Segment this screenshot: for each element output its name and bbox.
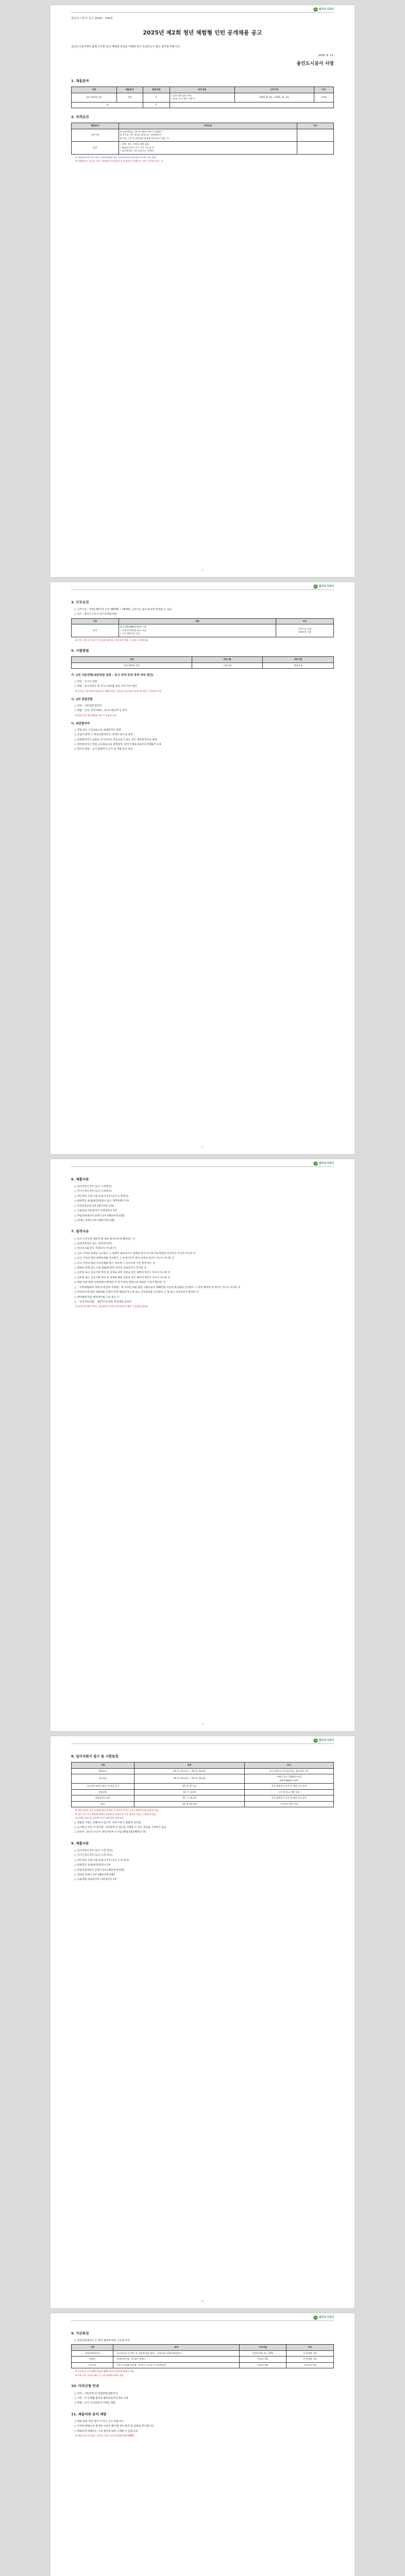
cell: 만점의 5% (239, 2357, 286, 2363)
cell: 3개월 (314, 93, 333, 102)
cell: 이메일 접수 (18:00 마감) recruit@yuc.co.kr (244, 1774, 333, 1784)
section-heading: 6. 제출서류 (71, 1177, 89, 1181)
col-header: 구분 (72, 657, 192, 663)
section-heading: 3. 근무조건 (71, 600, 89, 604)
cell: '25. 8. 25.(월) (134, 1801, 245, 1807)
cell: 시간 및 장소 개별 통보 (244, 1789, 333, 1795)
table-row (72, 663, 334, 669)
table-row (72, 1789, 334, 1795)
cell: ∙ 일반 행정 업무 보조 ∙ 현장, 부서 업무 지원 등 (170, 93, 235, 102)
page-number: - 4 - (200, 2299, 205, 2302)
cell: 면접시험 (263, 663, 334, 669)
document-title: 2025년 제2회 청년 체험형 인턴 공개채용 공고 (143, 29, 262, 36)
text-line: ○ 취업지원대상자 증명서 1부 (해당자에 한함) (74, 1869, 125, 1872)
text-line: ○ 방법 : 공사 인사담당자 이메일 제출 (74, 2402, 115, 2405)
intro-text: 용인도시공사에서 함께 근무할 청년 체험형 인턴을 아래와 같이 모집하오니 많은 참여를 바랍니다. (71, 45, 181, 48)
note: ※ 2개 이상 가산점 해당 시 가장 유리한 1개만 적용 (75, 2374, 124, 2377)
text-line: ○ 대상 : 응시자 전원 (74, 680, 97, 683)
text-line: ○ 입사지원서 1부 (공사 소정 양식) (74, 1849, 113, 1852)
text-line: ○ 「성폭력범죄의 처벌 등에 관한 특례법」에 규정된 죄를 범한 사람으로서 100만원 이상의 벌금형을 선고받고 그 형이 확정된 후 3년이 지나지 아니한 자 (74, 1286, 241, 1289)
cell: 2025. 8. 25.~ 2025. 11. 24. (235, 93, 314, 102)
table-row (72, 1768, 334, 1774)
exam-table (71, 656, 334, 669)
text-line: ○ 예비합격자는 면접 고득점순으로 결정하며, 합격자 발표일로부터 3개월간 유효 (74, 743, 162, 746)
page-header (313, 7, 334, 12)
org-name: 용인도시공사 (319, 1738, 334, 1742)
cell: 5 (143, 102, 170, 108)
page-4 (50, 1736, 355, 2308)
recruitment-table (71, 87, 334, 108)
cell: '25. 7. 3.(목) (134, 1789, 245, 1795)
section-heading: 5. 시험방법 (71, 649, 89, 653)
cell: 저소득층 (72, 2362, 113, 2368)
table-row (72, 102, 334, 108)
section-heading: 9. 제출서류 (71, 1841, 89, 1845)
table-row (72, 1795, 334, 1802)
col-header: 가산비율 (239, 2345, 286, 2351)
cell: 계 (72, 102, 143, 108)
cell: 각 단계별 적용 (286, 2357, 334, 2363)
bonus-table (71, 2344, 334, 2368)
note: ※ 공고일 기준 접수마감일까지 제출서류를 기준으로 심사하며 결격사유 확인 시 불합격 처리 (75, 689, 162, 692)
logo-icon (313, 2315, 318, 2320)
text-line: ○ 자기소개서 1부 (공사 소정 양식) (74, 1854, 113, 1857)
text-line: ○ 문의처 : 용인도시공사 경영지원부 인사팀 (031-323-4571~3) (74, 1831, 146, 1834)
note: ※ "취업준비생"이라 함은 고용보험법에 따른 피보험자격을 취득하지 아니한 자를 말함 (75, 156, 156, 159)
text-line: ○ 방법 : 입사지원서 및 자기소개서를 통한 적격 여부 판단 (74, 685, 137, 688)
text-line: ○ 취업지원대상자 증명서 1부 (해당자에 한함) (74, 1214, 125, 1217)
col-header: 구분 (72, 1762, 134, 1769)
signer: 용인도시공사 사장 (296, 61, 334, 67)
org-name: 용인도시공사 (319, 1161, 334, 1165)
cell: 근무부서 추후 안내 (244, 1801, 333, 1807)
cell: 임용 (72, 1801, 134, 1807)
cell: 「국민기초생활 보장법」에 따른 수급자 및 차상위계층 (113, 2362, 239, 2368)
col-header: 비고 (286, 2345, 334, 2351)
cell: 5 (143, 93, 170, 102)
section-heading: 10. 이의신청 안내 (71, 2384, 99, 2388)
cell: '25. 7. 10.(목) (134, 1795, 245, 1802)
text-line: ○ 채용 관련 부정 청탁 시 즉시 신고 바랍니다. (74, 2420, 124, 2423)
text-line: ○ 미성년자에 대한 성범죄를 저질러 파면·해임되거나 형 또는 치료감호를 선고받아 그 형 또는 치료감호가 확정된 자 (74, 1291, 199, 1294)
text-line: ○ 금고 이상의 실형을 선고받고 그 집행이 종료되거나 집행을 받지 아니하기로 확정된 후 5년이 지나지 아니한 자 (74, 1252, 196, 1255)
table-row (72, 1801, 334, 1807)
text-line: ○ 최종합격자가 임용을 포기하거나 결격사유가 있는 경우 예비합격자로 대체 (74, 738, 157, 741)
note: ※ 미취업자는 공고일 기준 고용보험 미가입자로서 일 8시간 주 40시간 이상 근무하지 않는 자 (75, 160, 163, 163)
text-line: ○ 공사 인사규정 제17조에 따른 결격사유에 해당하는 자 (74, 1238, 136, 1241)
cell (297, 142, 333, 155)
cell: 취업지원대상자 (72, 2350, 113, 2357)
cell: 서류전형 합격자 발표 및 면접 공고 (72, 1784, 134, 1790)
cell: 월 2,156,880원(세전) 기준 ∙ 식대 월 14만원 별도 지급 ∙ 기타 법정수당 지급 (119, 624, 276, 637)
org-name: 용인도시공사 (319, 7, 334, 11)
text-line: ○ 장애인 증명서 1부 (해당자에 한함) (74, 1874, 115, 1876)
text-line: ○ 채용비위 피해자는 구제 절차에 따라 구제될 수 있습니다. (74, 2430, 139, 2433)
note: ※ 채용비리 신고센터 : 용인도시공사 감사실 (031-323-4600) (75, 2434, 134, 2437)
text-line: ○ 대상 : 서류전형 합격자 (74, 704, 102, 707)
cell: 공사 홈페이지 공지 및 개별 문자 통보 (244, 1784, 333, 1790)
text-line: ○ 보수 : 용인도시공사 보수규정에 따름 (74, 613, 117, 616)
note: ※ 이메일 제목 및 파일명: [인턴지원]성명_생년월일 (75, 1817, 124, 1820)
cell: 일반 (116, 93, 143, 102)
text-line: ○ 공무원 또는 공공기관 재직 중 징계로 해임 처분을 받은 때부터 3년이 지나지 아니한 자 (74, 1276, 171, 1279)
text-line: ○ 주민등록초본 1부 (병역사항 포함) (74, 1205, 114, 1208)
page-2 (50, 582, 355, 1154)
org-name: 용인도시공사 (319, 584, 334, 588)
cell: 서류전형 적용 (286, 2362, 334, 2368)
subsection-heading: 나. 2차 면접전형 (71, 698, 93, 702)
col-header: 비고 (314, 87, 333, 93)
section-heading: 11. 채용비위 등의 예방 (71, 2412, 107, 2416)
org-name: 용인도시공사 (319, 2315, 334, 2319)
text-line: ○ 개인정보 수집·이용 동의서 1부 (공사 소정양식) (74, 1195, 129, 1198)
subsection-heading: 다. 최종합격자 (71, 722, 90, 726)
cell: '25. 6. 27.(금) (134, 1784, 245, 1790)
cell: 공통사항 (72, 129, 119, 142)
text-line: ○ 「공직자윤리법」 제17조에 따른 취업제한 대상자 (74, 1300, 131, 1303)
table-row (72, 142, 334, 155)
cell: 각 단계별 적용 (286, 2350, 334, 2357)
col-header: 비고 (276, 618, 334, 624)
text-line: ○ 최종학교 졸업(예정)증명서 1부 (74, 1864, 111, 1867)
page-3 (50, 1159, 355, 1731)
text-line: ○ 채용 비위 관련 유죄판결이 확정된 자 및 부정한 방법으로 채용된 사실이 확인된 자 (74, 1281, 165, 1284)
logo-icon (313, 1161, 318, 1166)
col-header: 대상 (113, 2345, 239, 2351)
table-row (72, 129, 334, 142)
col-header: 근무기간 (235, 87, 314, 93)
cell: 청년 체험형 인턴 (72, 93, 117, 102)
page-5 (50, 2313, 355, 2576)
text-line: ○ 응시원서 작성 시 학교명, 가족관계 등 개인을 식별할 수 있는 정보를 기재하지 않음 (74, 1826, 166, 1829)
col-header: 비고 (244, 1762, 333, 1769)
page-1 (50, 5, 355, 577)
logo-icon (313, 584, 318, 589)
page-header (313, 2315, 334, 2320)
table-row (72, 1784, 334, 1790)
text-line: ○ 개인정보 수집·이용 동의서 1부 (공사 소정 양식) (74, 1859, 129, 1862)
text-line: ○ 자기소개서 1부 (공사 소정양식) (74, 1190, 112, 1193)
cell: 서류전형 (192, 663, 263, 669)
note: ※ 결격사유 해당 여부는 최종합격자 결정 전 확인하며, 해당 시 합격을 취소함 (75, 1305, 148, 1308)
cell: 청년 체험형 인턴 (72, 663, 192, 669)
table-row (72, 2350, 334, 2357)
cell: 공사 홈페이지 및 잡알리오, 잡코리아 게시 (244, 1768, 333, 1774)
cell: 면접전형 (72, 1789, 134, 1795)
col-header: 직무내용 (170, 87, 235, 93)
cell: '25. 6. 16.(월) ~ '25. 6. 23.(월) (134, 1774, 245, 1784)
page-number: - 2 - (200, 1145, 205, 1148)
text-line: ○ 병역법에 따른 병역의무를 기피 중인 자 (74, 1296, 120, 1299)
col-header: 내용 (119, 618, 276, 624)
col-header: 구분 (72, 87, 117, 93)
col-header: 구분 (72, 618, 119, 624)
text-line: ○ 입사지원서 1부 (공사 소정양식) (74, 1185, 112, 1189)
cell: ∙ 학력, 전공, 자격증 제한 없음 ∙ 채용일로부터 즉시 근무 가능한 자 ∙ 임용예정일 기준 군필 또는 면제자 (119, 142, 297, 155)
page-header (313, 1738, 334, 1743)
col-header: 1차시험 (192, 657, 263, 663)
section-heading: 8. 입사지원서 접수 및 시험일정 (71, 1754, 119, 1758)
text-line: ○ 공무원 또는 공공기관 재직 중 징계로 파면 처분을 받은 때부터 5년이 지나지 아니한 자 (74, 1272, 171, 1275)
table-row (72, 624, 334, 637)
schedule-table (71, 1762, 334, 1807)
text-line: ○ 부정한 방법으로 합격한 사실이 확인될 경우 합격 및 임용을 취소합니다. (74, 2425, 155, 2428)
note: ※ 인턴 근무기간 종료 후 정규직 전환과는 무관하며 채용 시 우대 등 혜택 없음 (75, 638, 149, 641)
text-line: ○ 기간 : 각 단계별 합격자 발표일로부터 3일 이내 (74, 2397, 128, 2400)
cell: 만점의 3% (239, 2362, 286, 2368)
pay-table (71, 618, 334, 637)
logo-icon (313, 7, 318, 12)
text-line: ○ 대상 : 서류전형 및 면접전형 불합격자 (74, 2392, 118, 2395)
note: ※ 접수기간 내 도착분에 한하여 유효하며, 마감시간 이후 접수된 서류는 인정하지 않음 (75, 1812, 157, 1816)
cell: 공사 홈페이지 공지 및 개별 문자 통보 (244, 1795, 333, 1802)
table-row (72, 93, 334, 102)
page-number: - 3 - (200, 1722, 205, 1725)
note: ※ 면접 평가 결과 60점 미만 시 불합격 처리 (75, 714, 117, 717)
logo-icon (313, 1738, 318, 1743)
cell: 원서접수 (72, 1774, 134, 1784)
page-number: - 1 - (200, 568, 205, 571)
page-header (313, 1161, 334, 1166)
section-heading: 1. 채용분야 (71, 79, 89, 83)
table-row (72, 2357, 334, 2363)
cell: 채용공고 (72, 1768, 134, 1774)
cell: 주휴수당 포함 4대보험 가입 (276, 624, 334, 637)
text-line: ○ 면접 점수 고득점순으로 최종합격자 결정 (74, 728, 121, 732)
cell: ① 임용예정일 기준 만 34세 이하인 미취업자 ② 공고일 기준 학교를 졸업 또는 졸업예정자 ③ 인턴 근무 및 교육훈련 참여에 결격사유가 없는 자 (119, 129, 297, 142)
note: ※ 가산점은 각 단계별 만점의 40% 이상 득점자에 한하여 적용 (75, 2370, 134, 2373)
text-line: ○ 파산선고를 받고 복권되지 아니한 자 (74, 1247, 116, 1250)
cell: '25. 6. 13.(금) ~ '25. 6. 23.(월) (134, 1768, 245, 1774)
qualification-table (71, 123, 334, 155)
section-heading: 7. 결격사유 (71, 1229, 89, 1234)
cell: 장애인 (72, 2357, 113, 2363)
cell: 「국가유공자 등 예우 및 지원에 관한 법률」 등에 따른 취업지원대상자 (113, 2350, 239, 2357)
section-heading: 9. 가산특전 (71, 2331, 89, 2335)
text-line: ○ 최종학교 졸업(예정)증명서 또는 재학증명서 1부 (74, 1200, 129, 1203)
cell (297, 129, 333, 142)
col-header: 2차시험 (263, 657, 334, 663)
section-heading: 2. 자격요건 (71, 115, 89, 120)
page-header (313, 584, 334, 589)
text-line: ○ 금고 이상의 형의 집행유예를 선고받고 그 유예기간이 끝난 날부터 2년이 지나지 아니한 자 (74, 1257, 174, 1260)
col-header: 자격요건 (119, 123, 297, 129)
text-line: ○ 장애인 증명서 1부 (해당자에 한함) (74, 1219, 115, 1223)
col-header: 구분 (72, 2345, 113, 2351)
table-row (72, 1774, 334, 1784)
col-header: 일정 (134, 1762, 245, 1769)
cell: 급여 (72, 624, 119, 637)
col-header: 채용분야 (116, 87, 143, 93)
text-line: ○ 합격자 발표 : 공사 홈페이지 공지 및 개별 문자 통보 (74, 748, 133, 751)
cell: 일반 (72, 142, 119, 155)
text-line: ○ 피성년후견인 또는 피한정후견인 (74, 1242, 112, 1245)
announcement-date: 2025. 6. 13. (318, 54, 334, 58)
text-line: ○ 취업지원대상자 등 관련 법령에 따른 가산점 부여 (74, 2340, 130, 2343)
text-line: ○ 법원의 판결 또는 다른 법률에 따라 자격이 상실되거나 정지된 자 (74, 1267, 146, 1270)
text-line: ○ 고용보험 피보험자격 이력내역서 1부 (74, 1210, 117, 1213)
announcement-number: 용인도시공사 공고 2025 - 130호 (71, 17, 113, 20)
text-line: ○ 금고 이상의 형의 선고유예를 받은 경우에 그 선고유예 기간 중에 있는 자 (74, 1262, 155, 1265)
subsection-heading: 가. 1차 서류전형(내부위원 위촉 - 응시 자격 등의 적격 여부 판단) (71, 674, 154, 677)
cell: 만점의 5% 또는 10% (239, 2350, 286, 2357)
cell (170, 102, 333, 108)
text-line: ○ 고용보험 피보험자격 이력내역서 1부 (74, 1878, 117, 1882)
note: ※ 세부 일정은 공사 사정에 따라 변경될 수 있으며, 변경 시 공사 홈페이지를 통해 공지함 (75, 1809, 159, 1812)
text-line: ○ 방법 : 인성, 직무이해도, 의사소통능력 등 평가 (74, 709, 127, 713)
col-header: 채용분야 (72, 123, 119, 129)
text-line: ○ 제출된 서류는 반환하지 않으며, 허위기재 시 불합격 처리함 (74, 1821, 141, 1824)
cell: 「장애인복지법」에 따른 장애인 (113, 2357, 239, 2363)
table-row (72, 2362, 334, 2368)
cell: 최종합격자 발표 (72, 1795, 134, 1802)
col-header: 비고 (297, 123, 333, 129)
text-line: ○ 근무시간 : 주5일 40시간 근무 (09:00 ~ 18:00), 근무지는 필요에 따라 변경될 수 있음 (74, 608, 172, 612)
text-line: ○ 동점자 발생 시 취업지원대상자, 장애인 순으로 결정 (74, 734, 133, 737)
col-header: 채용인원 (143, 87, 170, 93)
